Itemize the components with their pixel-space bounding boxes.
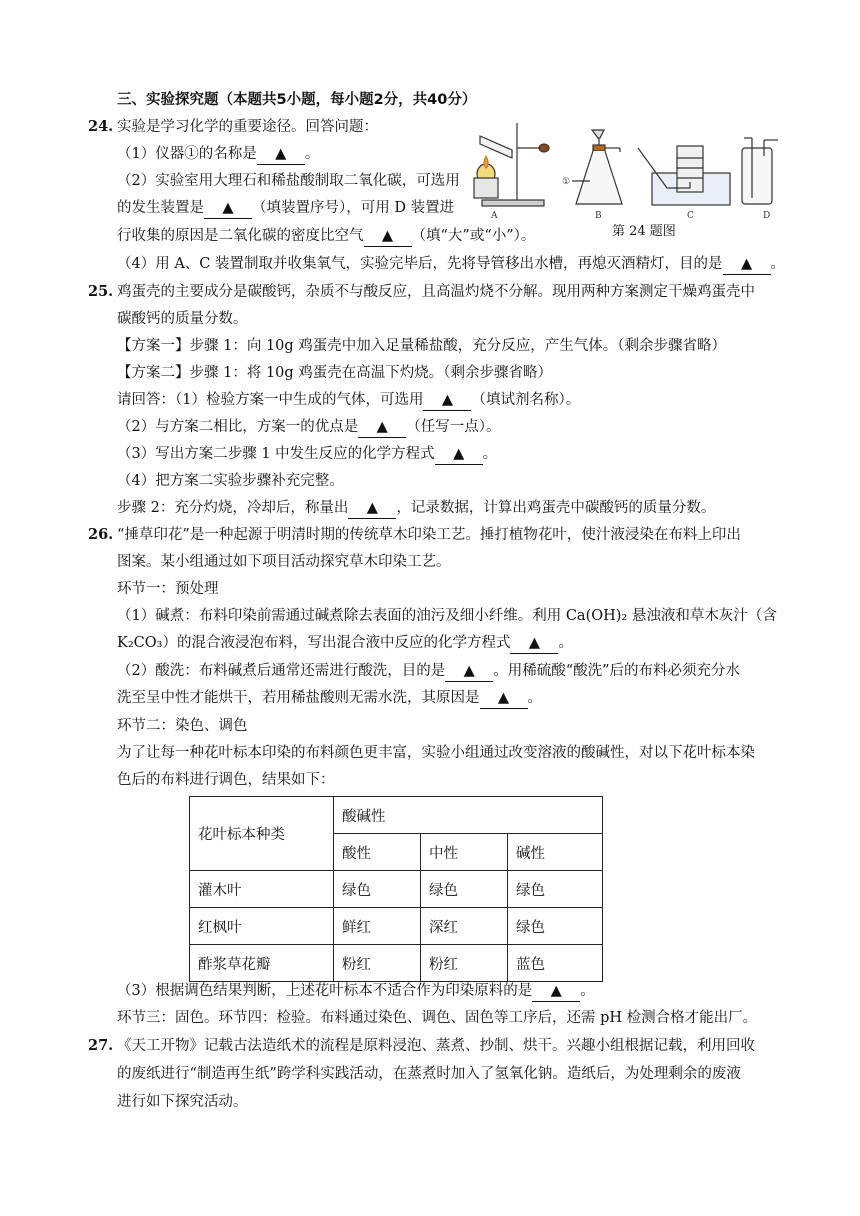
label-c: C — [687, 211, 694, 221]
label-a: A — [491, 211, 498, 221]
q25-line2: 碳酸钙的质量分数。 — [117, 311, 248, 327]
table-row — [190, 871, 603, 908]
q24-intro: 实验是学习化学的重要途径。回答问题： — [117, 119, 378, 135]
answer-blank[interactable]: ▲ — [364, 226, 412, 247]
table-cell: 鲜红 — [334, 908, 421, 945]
table-cell: 深红 — [421, 908, 508, 945]
q24-part4: （4）用 A、C 装置制取并收集氧气，实验完毕后，先将导管移出水槽，再熄灭酒精灯，目的是 ▲ 。 — [117, 254, 785, 275]
label-circle-1: ① — [562, 177, 571, 187]
table-cell: 红枫叶 — [190, 908, 334, 945]
q27-line3: 进行如下探究活动。 — [117, 1094, 248, 1110]
q26-stage1: 环节一：预处理 — [117, 581, 219, 597]
answer-blank[interactable]: ▲ — [480, 688, 528, 709]
q26-stage2-text1: 为了让每一种花叶标本印染的布料颜色更丰富，实验小组通过改变溶液的酸碱性，对以下花叶标本染 — [117, 745, 755, 761]
section-title: 三、实验探究题（本题共5小题，每小题2分，共40分） — [117, 92, 477, 108]
label-d: D — [763, 211, 771, 221]
table-cell: 酢浆草花瓣 — [190, 945, 334, 982]
answer-blank[interactable]: ▲ — [423, 390, 471, 411]
q26-part2-line1: （2）酸洗：布料碱煮后通常还需进行酸洗，目的是 ▲ 。用稀硫酸“酸洗”后的布料必须充分水 — [117, 661, 740, 682]
table-row — [190, 945, 603, 982]
q25-answer4: （4）把方案二实验步骤补充完整。 — [117, 473, 344, 489]
answer-blank[interactable]: ▲ — [445, 661, 493, 682]
answer-blank[interactable]: ▲ — [348, 498, 396, 519]
answer-blank[interactable]: ▲ — [204, 198, 252, 219]
table-header-row — [190, 797, 603, 834]
figure-caption: 第 24 题图 — [612, 224, 676, 239]
color-results-table — [189, 796, 603, 982]
question-number-26: 26. — [88, 526, 114, 543]
table-header-cell: 酸性 — [334, 834, 421, 871]
q26-part1-line2: K₂CO₃）的混合液浸泡布料，写出混合液中反应的化学方程式 ▲ 。 — [117, 633, 573, 654]
table-cell: 绿色 — [334, 871, 421, 908]
q26-stage2: 环节二：染色、调色 — [117, 718, 248, 734]
q24-part1: （1）仪器①的名称是 ▲ 。 — [117, 144, 319, 165]
q25-answer2: （2）与方案二相比，方案一的优点是 ▲ （任写一点）。 — [117, 417, 500, 438]
table-header-cell: 花叶标本种类 — [190, 797, 334, 871]
answer-blank[interactable]: ▲ — [532, 981, 580, 1002]
q24-part2-line2: 的发生装置是 ▲ （填装置序号），可用 D 装置进 — [117, 198, 454, 219]
q24-part2-line1: （2）实验室用大理石和稀盐酸制取二氧化碳，可选用 — [117, 173, 460, 189]
table-cell: 粉红 — [421, 945, 508, 982]
label-b: B — [595, 211, 602, 221]
table-cell: 绿色 — [508, 908, 603, 945]
q26-part2-line2: 洗至呈中性才能烘干，若用稀盐酸则无需水洗，其原因是 ▲ 。 — [117, 688, 542, 709]
q26-stage34: 环节三：固色。环节四：检验。布料通过染色、调色、固色等工序后，还需 pH 检测合格才能出厂。 — [117, 1010, 758, 1026]
q24-part2-line3: 行收集的原因是二氧化碳的密度比空气 ▲ （填“大”或“小”）。 — [117, 226, 535, 247]
q26-part3: （3）根据调色结果判断，上述花叶标本不适合作为印染原料的是 ▲ 。 — [117, 981, 595, 1002]
q26-line2: 图案。某小组通过如下项目活动探究草木印染工艺。 — [117, 554, 451, 570]
q26-line1: “捶草印花”是一种起源于明清时期的传统草木印染工艺。捶打植物花叶，使汁液浸染在布料上印出 — [117, 527, 741, 543]
apparatus-b — [562, 130, 622, 204]
table-cell: 绿色 — [508, 871, 603, 908]
q26-stage2-text2: 色后的布料进行调色，结果如下： — [117, 772, 335, 788]
q25-plan1: 【方案一】步骤 1：向 10g 鸡蛋壳中加入足量稀盐酸，充分反应，产生气体。（剩余步骤省略） — [117, 338, 727, 354]
table-cell: 蓝色 — [508, 945, 603, 982]
question-number-27: 27. — [88, 1037, 114, 1054]
table-header-cell: 酸碱性 — [334, 797, 603, 834]
answer-blank[interactable]: ▲ — [435, 444, 483, 465]
table-cell: 灌木叶 — [190, 871, 334, 908]
answer-blank[interactable]: ▲ — [723, 254, 771, 275]
table-cell: 粉红 — [334, 945, 421, 982]
q25-answer3: （3）写出方案二步骤 1 中发生反应的化学方程式 ▲ 。 — [117, 444, 497, 465]
q26-part1-line1: （1）碱煮：布料印染前需通过碱煮除去表面的油污及细小纤维。利用 Ca(OH)₂ 悬浊液和草木灰汁（含 — [117, 608, 777, 624]
answer-blank[interactable]: ▲ — [510, 633, 558, 654]
apparatus-d — [742, 138, 778, 204]
answer-blank[interactable]: ▲ — [358, 417, 406, 438]
table-header-cell: 中性 — [421, 834, 508, 871]
table-row — [190, 908, 603, 945]
q25-step2: 步骤 2：充分灼烧，冷却后，称量出 ▲ ，记录数据，计算出鸡蛋壳中碳酸钙的质量分数。 — [117, 498, 715, 519]
table-cell: 绿色 — [421, 871, 508, 908]
q27-line1: 《天工开物》记载古法造纸术的流程是原料浸泡、蒸煮、抄制、烘干。兴趣小组根据记载，利用回收 — [117, 1038, 755, 1054]
question-number-24: 24. — [88, 118, 114, 135]
q25-plan2: 【方案二】步骤 1：将 10g 鸡蛋壳在高温下灼烧。（剩余步骤省略） — [117, 365, 553, 381]
apparatus-a — [474, 123, 549, 206]
question-number-25: 25. — [88, 283, 114, 300]
apparatus-c — [638, 146, 730, 205]
table-header-cell: 碱性 — [508, 834, 603, 871]
q25-line1: 鸡蛋壳的主要成分是碳酸钙，杂质不与酸反应，且高温灼烧不分解。现用两种方案测定干燥鸡蛋壳中 — [117, 284, 755, 300]
q25-answer1: 请回答：（1）检验方案一中生成的气体，可选用 ▲ （填试剂名称）。 — [117, 390, 580, 411]
q27-line2: 的废纸进行“制造再生纸”跨学科实践活动，在蒸煮时加入了氢氧化钠。造纸后，为处理剩余的废液 — [117, 1066, 741, 1082]
answer-blank[interactable]: ▲ — [257, 144, 305, 165]
